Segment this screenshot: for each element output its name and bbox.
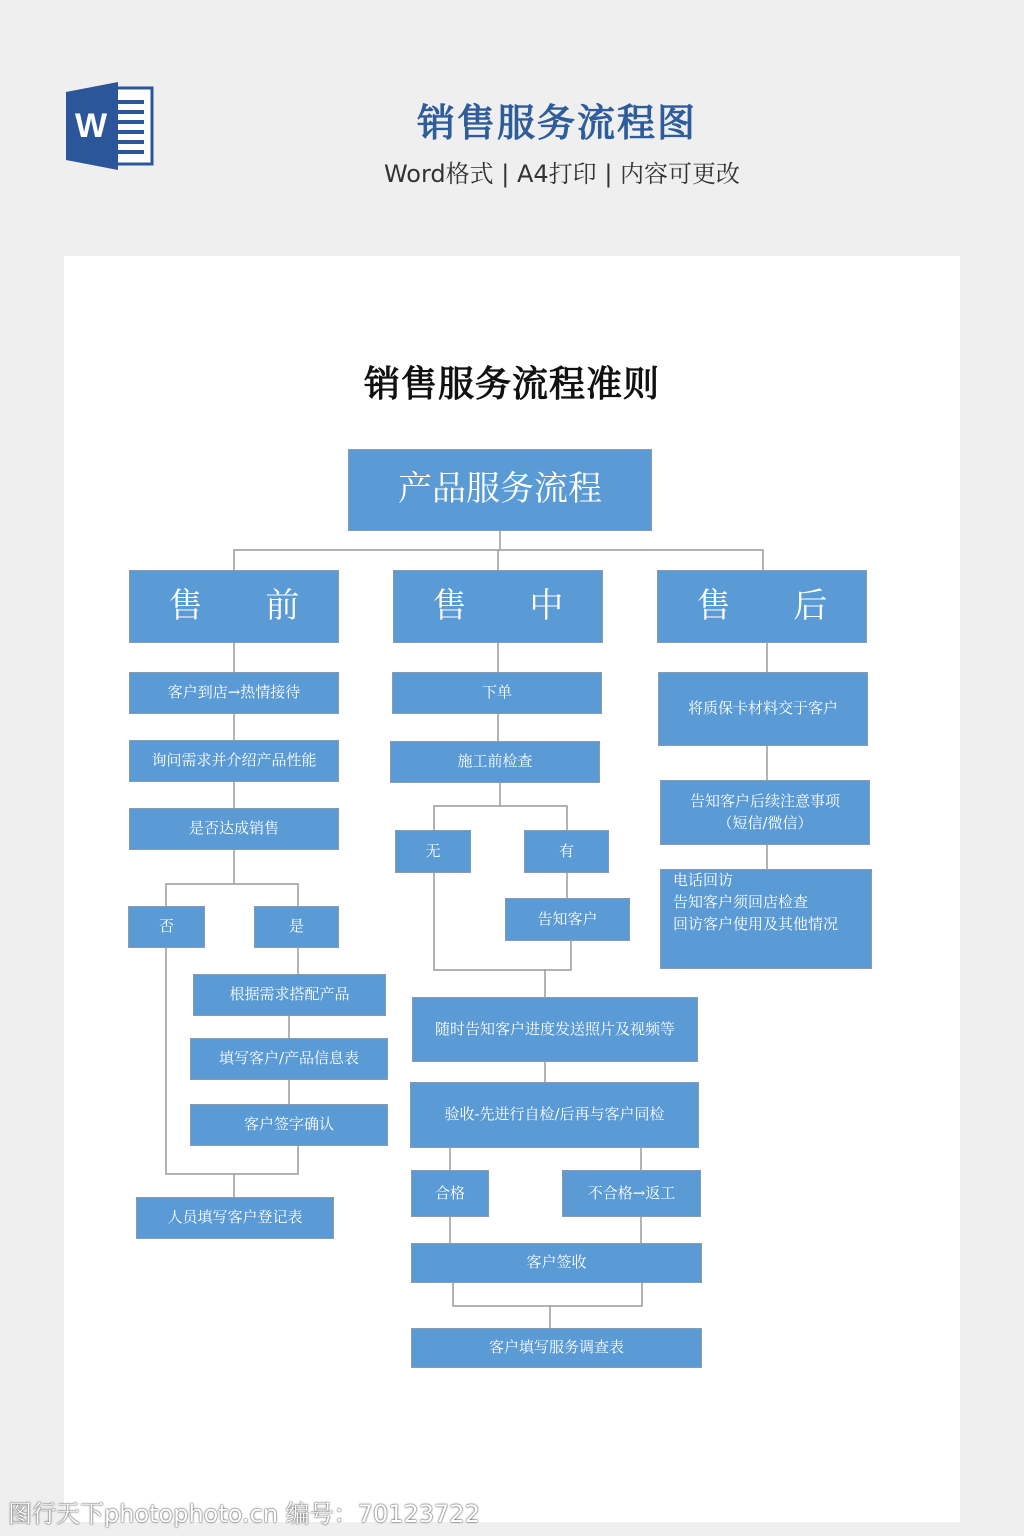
root-node: 产品服务流程 bbox=[348, 449, 652, 531]
in-sale-branch-has: 有 bbox=[524, 830, 609, 873]
after-sale-follow-up-line3: 回访客户使用及其他情况 bbox=[673, 914, 839, 933]
pre-sale-step-register: 人员填写客户登记表 bbox=[136, 1197, 334, 1239]
stage-in-sale: 售 中 bbox=[393, 570, 603, 643]
pre-sale-step-match-products: 根据需求搭配产品 bbox=[193, 974, 386, 1016]
after-sale-follow-up-line1: 电话回访 bbox=[673, 871, 734, 889]
after-sale-step-notes bbox=[660, 780, 870, 845]
in-sale-step-progress: 随时告知客户进度发送照片及视频等 bbox=[412, 997, 698, 1062]
after-sale-step-warranty: 将质保卡材料交于客户 bbox=[658, 672, 868, 746]
stage-after-sale: 售 后 bbox=[657, 570, 867, 643]
after-sale-notes-line2: （短信/微信） bbox=[717, 813, 813, 832]
in-sale-step-order: 下单 bbox=[392, 672, 602, 714]
pre-sale-step-sign: 客户签字确认 bbox=[190, 1104, 388, 1146]
after-sale-follow-up-line2: 告知客户须回店检查 bbox=[673, 892, 809, 911]
in-sale-branch-none: 无 bbox=[395, 830, 471, 873]
in-sale-step-inspection: 施工前检查 bbox=[390, 741, 600, 783]
in-sale-branch-pass: 合格 bbox=[411, 1170, 489, 1217]
document-title: 销售服务流程准则 bbox=[363, 364, 660, 405]
pre-sale-branch-no: 否 bbox=[128, 906, 205, 948]
in-sale-step-notify: 告知客户 bbox=[505, 898, 630, 941]
pre-sale-branch-yes: 是 bbox=[254, 906, 339, 948]
pre-sale-step-needs: 询问需求并介绍产品性能 bbox=[129, 740, 339, 782]
watermark: 图行天下photophoto.cn 编号：70123722 bbox=[8, 1500, 480, 1528]
word-icon-letter: W bbox=[74, 107, 108, 145]
stage-pre-sale: 售 前 bbox=[129, 570, 339, 643]
page-subtitle: Word格式 | A4打印 | 内容可更改 bbox=[383, 160, 741, 188]
after-sale-step-follow-up bbox=[660, 869, 872, 969]
pre-sale-step-decision: 是否达成销售 bbox=[129, 808, 339, 850]
in-sale-branch-fail: 不合格→返工 bbox=[562, 1170, 701, 1217]
after-sale-notes-line1: 告知客户后续注意事项 bbox=[689, 791, 840, 810]
page-title: 销售服务流程图 bbox=[416, 101, 697, 145]
in-sale-step-receipt: 客户签收 bbox=[411, 1243, 702, 1283]
pre-sale-step-fill-form: 填写客户/产品信息表 bbox=[190, 1038, 388, 1080]
in-sale-step-survey: 客户填写服务调查表 bbox=[411, 1328, 702, 1368]
in-sale-step-acceptance: 验收-先进行自检/后再与客户同检 bbox=[410, 1082, 699, 1148]
pre-sale-step-reception: 客户到店→热情接待 bbox=[129, 672, 339, 714]
